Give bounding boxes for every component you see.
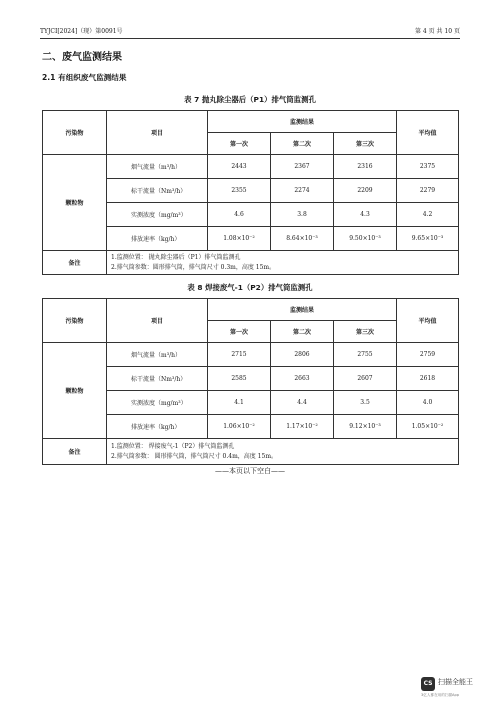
table-cell: 2759 [397,343,459,367]
table7-header-item: 项目 [107,111,208,155]
table8-header-pollutant: 污染物 [43,299,107,343]
table-cell: 2618 [397,367,459,391]
table-cell: 1.08×10⁻² [208,227,271,251]
table8-header-third: 第三次 [334,321,397,343]
table-cell: 2755 [334,343,397,367]
table-cell: 4.6 [208,203,271,227]
table-cell: 1.05×10⁻² [397,415,459,439]
table-cell-item: 实测浓度（mg/m³） [107,203,208,227]
table-cell: 4.2 [397,203,459,227]
table8-header-second: 第二次 [271,321,334,343]
table8-note-line-1: 1.监测位置： 焊接废气-1（P2）排气筒监测孔 [111,442,235,450]
table7-note [107,251,459,275]
table-cell: 2806 [271,343,334,367]
table8-header-item: 项目 [107,299,208,343]
table7-header-third: 第三次 [334,133,397,155]
table7-note-line-1: 1.监测位置： 抛丸除尘器后（P1）排气筒监测孔 [111,253,241,261]
table-cell: 2607 [334,367,397,391]
table7 [42,110,459,275]
table-cell: 2355 [208,179,271,203]
table-cell: 3.5 [334,391,397,415]
table-cell-item: 实测浓度（mg/m³） [107,391,208,415]
table-cell: 9.65×10⁻³ [397,227,459,251]
table-cell: 2585 [208,367,271,391]
watermark-app-name: 扫描全能王 [438,678,473,686]
table-cell: 2375 [397,155,459,179]
table-cell: 2715 [208,343,271,367]
table8-note-label: 备注 [43,439,107,465]
section-title: 二、废气监测结果 [42,52,122,63]
table7-caption: 表 7 抛丸除尘器后（P1）排气筒监测孔 [184,95,316,104]
table-cell: 9.12×10⁻³ [334,415,397,439]
table-cell: 2209 [334,179,397,203]
table-cell-item: 标干流量（Nm³/h） [107,179,208,203]
table-cell: 8.64×10⁻³ [271,227,334,251]
table-row [43,155,459,179]
table8-note-line-2: 2.排气筒参数： 圆形排气筒，排气筒尺寸 0.4m，高度 15m。 [111,452,278,460]
table7-note-line-2: 2.排气筒参数：圆形排气筒，排气筒尺寸 0.3m，高度 15m。 [111,263,276,271]
table-cell: 2443 [208,155,271,179]
table8-caption: 表 8 焊接废气-1（P2）排气筒监测孔 [187,283,313,292]
table-cell: 4.4 [271,391,334,415]
table7-header-average: 平均值 [397,111,459,155]
watermark-tagline: 3亿人都在用的扫描App [421,693,460,697]
table-cell: 2274 [271,179,334,203]
table-cell: 1.17×10⁻² [271,415,334,439]
page-number: 第 4 页 共 10 页 [415,28,460,35]
table-cell: 2279 [397,179,459,203]
table-cell-item: 排放速率（kg/h） [107,227,208,251]
table-row [43,343,459,367]
page-header [40,26,460,39]
table7-header-second: 第二次 [271,133,334,155]
table-cell: 2367 [271,155,334,179]
sub-section-title: 2.1 有组织废气监测结果 [42,73,127,82]
table8 [42,298,459,465]
table8-pollutant: 颗粒物 [43,343,107,439]
table7-header-pollutant: 污染物 [43,111,107,155]
table8-note [107,439,459,465]
table7-note-label: 备注 [43,251,107,275]
table-cell-item: 烟气流量（m³/h） [107,343,208,367]
table-cell: 4.0 [397,391,459,415]
table8-header-first: 第一次 [208,321,271,343]
table-cell: 4.1 [208,391,271,415]
report-number: TYJCI[2024]（现）第0091号 [40,28,123,35]
table8-header-average: 平均值 [397,299,459,343]
table-cell-item: 排放速率（kg/h） [107,415,208,439]
table-cell: 3.8 [271,203,334,227]
table7-pollutant: 颗粒物 [43,155,107,251]
table-cell-item: 标干流量（Nm³/h） [107,367,208,391]
table-cell: 2663 [271,367,334,391]
table7-header-first: 第一次 [208,133,271,155]
table-cell: 2316 [334,155,397,179]
table7-header-results: 监测结果 [208,111,397,133]
scanner-watermark [421,675,491,699]
camscanner-logo-icon: CS [421,677,435,691]
table-cell-item: 烟气流量（m³/h） [107,155,208,179]
table8-header-results: 监测结果 [208,299,397,321]
table-cell: 4.3 [334,203,397,227]
end-of-page-text: ——本页以下空白—— [215,467,285,475]
table-cell: 1.06×10⁻² [208,415,271,439]
table-cell: 9.50×10⁻³ [334,227,397,251]
